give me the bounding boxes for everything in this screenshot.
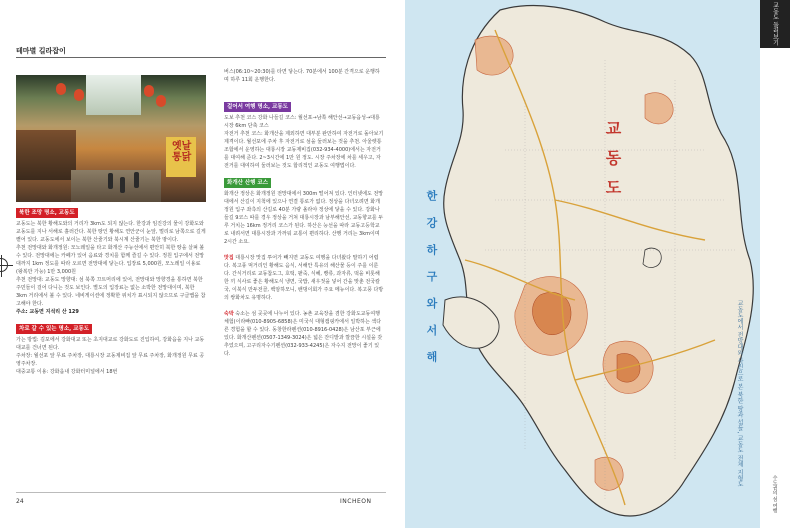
- section-badge: 화개산 산행 코스: [224, 178, 271, 188]
- map-credit: 교동도에서 전망대와 사진으로 본 북한 땅과 섬들, 교동도 전체 지형도: [736, 300, 743, 488]
- title-rule: [16, 57, 386, 58]
- address: 주소: 교동면 지석리 산 129: [16, 309, 79, 315]
- paragraph: 버스(06:10~20:30)를 타면 닿는다. 70분에서 100분 간격으로 운행하며 하루 11회 운행한다.: [224, 69, 380, 83]
- section-label: 숙박: [224, 311, 234, 317]
- paragraph: 교동도는 북한 황해도와의 거리가 3km도 되지 않는다. 한강과 임진강의 물이 강화도와 교동도를 지나 서해로 흘러간다. 북한 땅인 황해도 연안군이 눈앞, 멀리로 남쪽으로 길게 뻗어 있다. 교동도에서 보이는 북한 산줄기와 북시계 산줄기는 북한 땅이다.: [16, 221, 206, 243]
- sea-name-label: 한 강 하 구 와 서 해: [425, 190, 438, 368]
- paragraph: 추천 전망대: 교동도 망향대: 섬 북쪽 끄트머리에 있어, 전망대와 망향경을 통하면 북한 주민들이 걸어 다니는 것도 보인다. 별도의 입장료는 없는 소박한 전망대이며, 북한 3km 거리에서 볼 수 있다. 네비게이션에 정확한 위치가 표시되지 않으므로 구글맵을 참고해야 한다.: [16, 277, 206, 307]
- photo-sign-text: 옛날통닭: [172, 141, 192, 163]
- paragraph: 추천 전망대와 화개정원: 모노레일을 타고 화개산 주능선에서 편안히 북한 땅을 살펴 볼 수 있다. 전망대에는 카페가 있어 음료와 경치를 함께 즐길 수 있다. 정원 입구에서 전망대까지 1km 정도를 따라 오르면 전망대에 닿는다. 입장료 5,000원, 모노레일 이용료(왕복만 가능) 1만 3,000원: [16, 245, 205, 275]
- chapter-tab: 교동도 둘러보기: [760, 0, 790, 48]
- island-map: [405, 0, 765, 528]
- theme-title: 테마별 길라잡이: [16, 47, 66, 55]
- market-photo: [16, 75, 206, 202]
- island-shape: [444, 6, 754, 516]
- paragraph: 주차장: 월선포 앞 무료 주차장, 대룡시장 교동제비집 앞 무료 주차장, 화개정원 무료 공영주차장.: [16, 353, 205, 367]
- section-badge: 북한 조망 명소, 교동도: [16, 208, 78, 218]
- section-label: 맛집: [224, 255, 234, 261]
- paragraph: 가는 방법: 김포에서 강화대교 또는 초지대교로 강화도로 진입하여, 강화읍을 지나 교동대교를 건너면 된다.: [16, 337, 205, 351]
- paragraph: 숙박 숙소는 섬 곳곳에 나누어 있다. 농촌 교육장을 겸한 강화도교동여행체험(이라빠(010-8905-6858)은 미국식 대형캠핑카에서 일박하는 색다른 경험을 할 수 있다. 동창한라펜션(010-8916-0428)은 남산포 부근에 있다. 화개산펜션(0507-1349-3024)은 넓은 잔디밭과 깔끔한 시설을 갖추었으며, 고구리자수기펜션(032-933-4245)은 자수지 전망이 좋기 있다.: [224, 311, 383, 357]
- right-page: [405, 0, 790, 528]
- right-column: [224, 68, 384, 358]
- page-brand: INCHEON: [340, 498, 372, 505]
- side-tab: [760, 0, 790, 528]
- paragraph: 맛집 대룡시장 맛집 투어가 빼지면 교동도 여행을 다녀왔다 말하기 어렵다. 복고풍 먹거리인 황해도 음식, 서해안 특유의 해산물 등이 주를 이룬다. 간식거리로 교동찹도그, 호떡, 팥죽, 식혜, 빵류, 과자류, 떡을 비롯해 한 끼 식사로 좋은 황해도식 냉면, 국밥, 새우젓을 넣어 간을 맞춘 전국칼국, 이북식 만두전골, 백암하모니, 밴댕이회가 주요 메뉴이다. 복고풍 다방의 쌍화차도 유명하다.: [224, 255, 384, 301]
- left-column: [16, 208, 206, 376]
- series-tab: 수도권의 섬 여행: [771, 474, 778, 514]
- paragraph: 도보 추천 코스 강화 나들길 코스: 월선포→남쪽 해안선→교동읍성→대룡시장 6km 단축 코스: [224, 115, 380, 129]
- footer-rule: [16, 492, 386, 493]
- registration-mark-icon: [0, 258, 8, 272]
- island-name-label: 교 동 도: [603, 120, 622, 200]
- section-badge: 차로 갈 수 있는 명소, 교동도: [16, 324, 92, 334]
- paragraph: 대중교통 이용: 강화읍내 강화터미널에서 18번: [16, 369, 118, 375]
- paragraph: 화개산 정상은 화개정원 전망대에서 300m 떨어져 있다. 인터넷에도 전망대에서 산길이 지척에 있으나 연결 통로가 없다. 정상을 다녀오려면 화개정원 입구 좌측의 산길로 40분 가량 올라야 정상에 닿을 수 있다. 강화나들길 9코스 따를 경우 정상을 거쳐 대룡시장과 남부해안선, 교동향교를 두루 거치는 16km 정거리 코스가 된다. 하산은 능선을 따라 교동고등학교로 내려서면 대룡시장과 가까워 교통이 편리하다. 산행 거리는 3km이며 2시간 소요.: [224, 191, 384, 245]
- section-badge: 걸어서 여행 명소, 교동도: [224, 102, 291, 112]
- paragraph: 자전거 추천 코스: 화개산을 제외하면 대부분 완만하여 자전거로 돌아보기 제격이다. 월선포에 주차 후 자전거로 섬을 둘러보는 것을 추천. 아울렛통조합에서 운영하는 대룡시장 교동제비집(032-934-4000)에서는 자전거를 대여해 준다. 2~3시간에 1만 원 정도. 시장 주차장에 차를 세우고, 자전거를 대여하여 둘러보는 것도 합리적인 교동도 여행법이다.: [224, 131, 384, 169]
- page-number: 24: [16, 498, 24, 505]
